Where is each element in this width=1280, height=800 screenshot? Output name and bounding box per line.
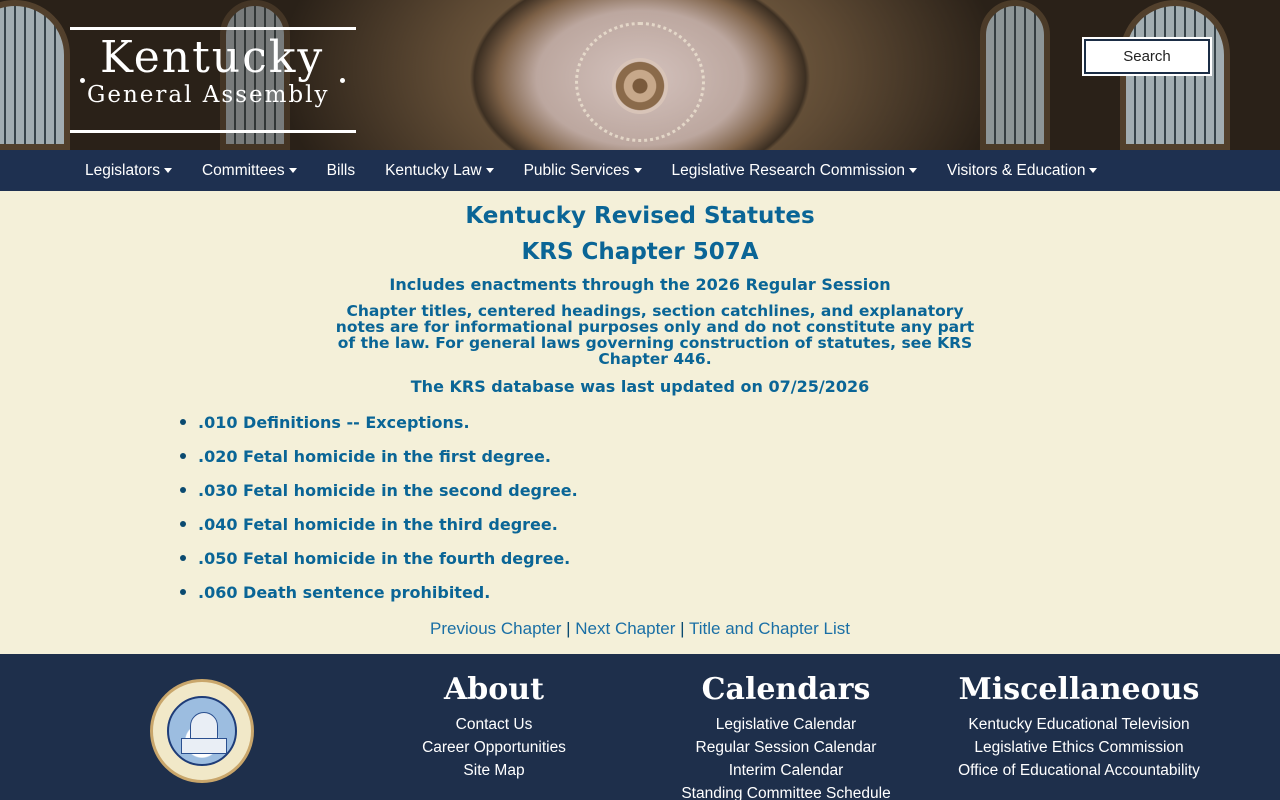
nav-item-label: Visitors & Education	[947, 161, 1086, 179]
section-link-040[interactable]: .040 Fetal homicide in the third degree.	[198, 514, 558, 534]
logo-subtitle: General Assembly	[87, 82, 330, 108]
logo-title: Kentucky	[100, 32, 325, 83]
bullet-icon	[180, 487, 186, 493]
nav-item-label: Legislators	[85, 161, 160, 179]
section-link-060[interactable]: .060 Death sentence prohibited.	[198, 582, 491, 602]
footer-about	[394, 672, 594, 782]
next-chapter-link[interactable]: Next Chapter	[575, 619, 676, 638]
bullet-icon	[180, 453, 186, 459]
logo-dot	[80, 78, 85, 83]
nav-item-visitors-education[interactable]	[932, 150, 1112, 191]
main-content	[0, 191, 1280, 654]
nav-item-legislators[interactable]	[70, 150, 187, 191]
section-link-030[interactable]: .030 Fetal homicide in the second degree.	[198, 480, 578, 500]
section-link-050[interactable]: .050 Fetal homicide in the fourth degree.	[198, 548, 571, 568]
caret-down-icon	[486, 168, 494, 173]
caret-down-icon	[164, 168, 172, 173]
last-updated: The KRS database was last updated on 07/25/2026	[410, 377, 870, 396]
footer-link-oea[interactable]: Office of Educational Accountability	[958, 762, 1200, 779]
nav-item-committees[interactable]	[187, 150, 312, 191]
list-item	[180, 541, 578, 575]
window-arch-image	[1120, 0, 1230, 150]
section-link-010[interactable]: .010 Definitions -- Exceptions.	[198, 412, 470, 432]
footer-heading-calendars: Calendars	[701, 672, 871, 707]
site-logo[interactable]	[70, 27, 356, 133]
footer-link-careers[interactable]: Career Opportunities	[422, 739, 566, 756]
caret-down-icon	[909, 168, 917, 173]
section-link-020[interactable]: .020 Fetal homicide in the first degree.	[198, 446, 551, 466]
enactments-notice: Includes enactments through the 2026 Regular Session	[389, 275, 891, 294]
footer-calendars	[666, 672, 906, 800]
lrc-seal-logo	[150, 679, 254, 783]
list-item	[180, 439, 578, 473]
nav-item-label: Kentucky Law	[385, 161, 482, 179]
capitol-building-icon	[181, 738, 227, 754]
bullet-icon	[180, 555, 186, 561]
nav-item-public-services[interactable]	[509, 150, 657, 191]
nav-item-lrc[interactable]	[657, 150, 932, 191]
window-arch-image	[0, 0, 70, 150]
separator: |	[566, 619, 571, 638]
footer-heading-misc: Miscellaneous	[958, 672, 1200, 707]
previous-chapter-link[interactable]: Previous Chapter	[430, 619, 562, 638]
disclaimer-note: Chapter titles, centered headings, section catchlines, and explanatory notes are for informational purposes only and do not constitute any part of the law. For general laws governing construction of statutes, see KRS Chapter 446.	[335, 302, 975, 368]
page-title: Kentucky Revised Statutes	[465, 203, 815, 229]
bullet-icon	[180, 521, 186, 527]
dome-rosette-decoration	[612, 58, 668, 114]
search-button[interactable]: Search	[1084, 39, 1210, 74]
list-item	[180, 405, 578, 439]
footer-link-sitemap[interactable]: Site Map	[463, 762, 525, 779]
footer-heading-about: About	[444, 672, 544, 707]
list-item	[180, 575, 578, 609]
caret-down-icon	[634, 168, 642, 173]
list-item	[180, 507, 578, 541]
footer-link-ethics-commission[interactable]: Legislative Ethics Commission	[974, 739, 1184, 756]
nav-item-label: Legislative Research Commission	[671, 161, 906, 179]
caret-down-icon	[1089, 168, 1097, 173]
logo-dot	[340, 78, 345, 83]
nav-item-label: Committees	[201, 161, 285, 179]
title-chapter-list-link[interactable]: Title and Chapter List	[689, 619, 850, 638]
header-banner	[0, 0, 1280, 150]
footer-miscellaneous	[939, 672, 1219, 782]
footer-link-interim-calendar[interactable]: Interim Calendar	[728, 762, 844, 779]
list-item	[180, 473, 578, 507]
footer-link-ket[interactable]: Kentucky Educational Television	[968, 716, 1190, 733]
nav-item-kentucky-law[interactable]	[370, 150, 509, 191]
footer-link-legislative-calendar[interactable]: Legislative Calendar	[715, 716, 857, 733]
site-footer	[0, 654, 1280, 800]
window-arch-image	[980, 0, 1050, 150]
section-list	[180, 405, 578, 609]
footer-link-regular-session-calendar[interactable]: Regular Session Calendar	[695, 739, 877, 756]
bullet-icon	[180, 419, 186, 425]
bullet-icon	[180, 589, 186, 595]
nav-item-label: Public Services	[523, 161, 630, 179]
separator: |	[680, 619, 685, 638]
footer-link-contact[interactable]: Contact Us	[455, 716, 533, 733]
chapter-heading: KRS Chapter 507A	[521, 239, 759, 265]
main-nav	[0, 150, 1280, 191]
caret-down-icon	[289, 168, 297, 173]
nav-item-bills[interactable]	[312, 150, 370, 191]
capitol-dome-icon	[190, 712, 218, 740]
nav-item-label: Bills	[326, 161, 356, 179]
footer-link-standing-committee-schedule[interactable]: Standing Committee Schedule	[681, 785, 891, 800]
chapter-navigation	[0, 619, 1280, 639]
seal-capitol-image	[167, 696, 237, 766]
